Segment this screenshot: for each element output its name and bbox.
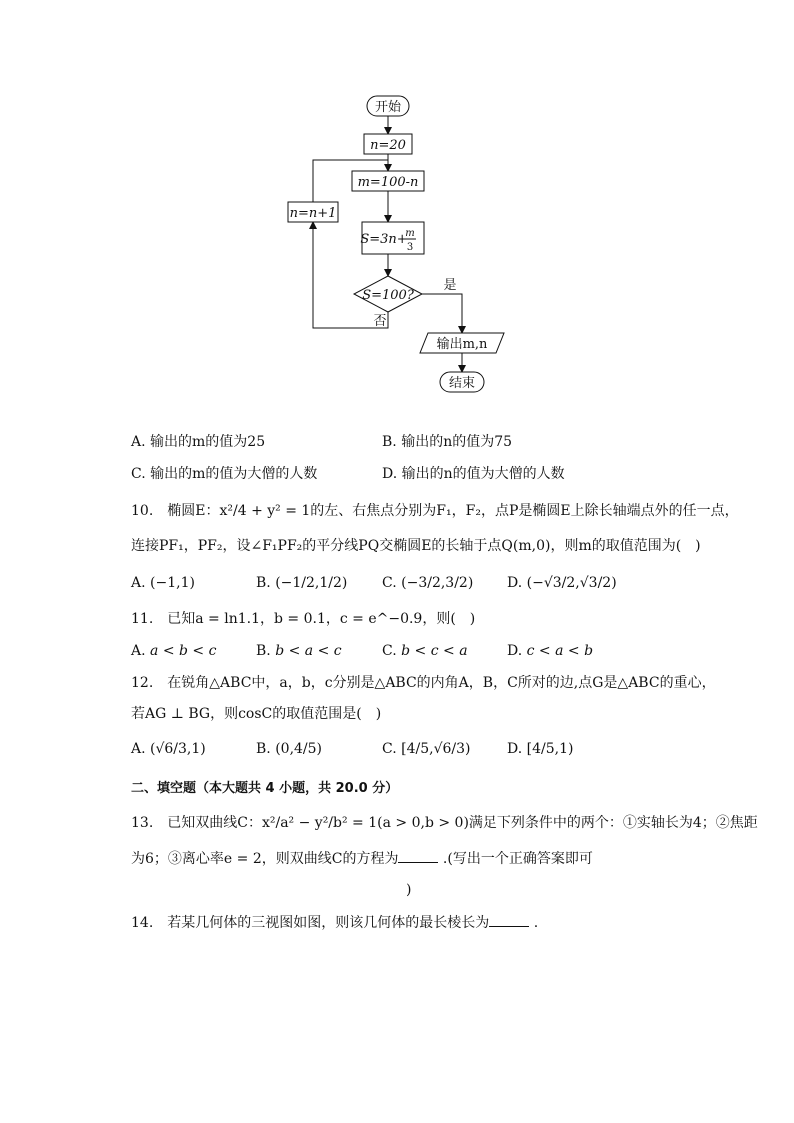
q11-option-a: A. a < b < c [131, 643, 217, 659]
q10-option-d: D. (−√3/2,√3/2) [507, 575, 617, 591]
q12-option-c: C. [4/5,√6/3) [382, 741, 471, 757]
s-step-label: S=3n+ [360, 232, 408, 247]
q11-option-b: B. b < a < c [256, 643, 342, 659]
m-step-label: m=100-n [357, 175, 419, 190]
q10-line2: 连接PF₁，PF₂，设∠F₁PF₂的平分线PQ交椭圆E的长轴于点Q(m,0)，则m的取值范围为( ) [131, 538, 701, 554]
section-heading: 二、填空题（本大题共 4 小题，共 20.0 分） [131, 781, 399, 796]
loop-label: n=n+1 [289, 206, 337, 221]
q12-option-b: B. (0,4/5) [256, 741, 323, 757]
s-frac-num: m [405, 228, 415, 239]
q10-line1: 10. 椭圆E：x²/4 + y² = 1的左、右焦点分别为F₁，F₂，点P是椭圆E上除长轴端点外的任一点， [131, 503, 739, 519]
output-label: 输出m,n [436, 337, 488, 352]
answer-blank[interactable] [398, 848, 438, 863]
q12-option-a: A. (√6/3,1) [131, 741, 206, 757]
q13-line3: ) [406, 882, 412, 898]
q9-option-c: C. 输出的m的值为大僧的人数 [131, 466, 318, 482]
q12-option-d: D. [4/5,1) [507, 741, 574, 757]
q14-line1: 14. 若某几何体的三视图如图，则该几何体的最长棱长为 . [131, 912, 538, 933]
q11-line1: 11. 已知a = ln1.1，b = 0.1，c = e^−0.9，则( ) [131, 611, 476, 627]
q12-line2: 若AG ⊥ BG，则cosC的取值范围是( ) [131, 706, 382, 722]
s-frac-den: 3 [406, 242, 414, 253]
init-label: n=20 [370, 138, 406, 153]
q10-option-c: C. (−3/2,3/2) [382, 575, 474, 591]
q11-option-c: C. b < c < a [382, 643, 468, 659]
q9-option-d: D. 输出的n的值为大僧的人数 [382, 466, 565, 482]
q9-option-b: B. 输出的n的值为75 [382, 434, 513, 450]
q10-option-b: B. (−1/2,1/2) [256, 575, 348, 591]
decision-label: S=100? [362, 288, 414, 303]
q10-option-a: A. (−1,1) [131, 575, 195, 591]
q13-line2: 为6；③离心率e = 2，则双曲线C的方程为 .(写出一个正确答案即可 [131, 848, 593, 869]
yes-label: 是 [443, 278, 457, 293]
q9-option-a: A. 输出的m的值为25 [131, 434, 266, 450]
start-label: 开始 [374, 100, 402, 115]
no-label: 否 [373, 314, 387, 329]
flowchart [0, 0, 794, 420]
q12-line1: 12. 在锐角△ABC中，a，b，c分别是△ABC的内角A，B，C所对的边,点G是△ABC的重心， [131, 675, 716, 691]
q11-option-d: D. c < a < b [507, 643, 594, 659]
answer-blank[interactable] [489, 912, 529, 927]
q13-line1: 13. 已知双曲线C：x²/a² − y²/b² = 1(a > 0,b > 0)满足下列条件中的两个：①实轴长为4；②焦距 [131, 815, 758, 831]
end-label: 结束 [448, 376, 476, 391]
